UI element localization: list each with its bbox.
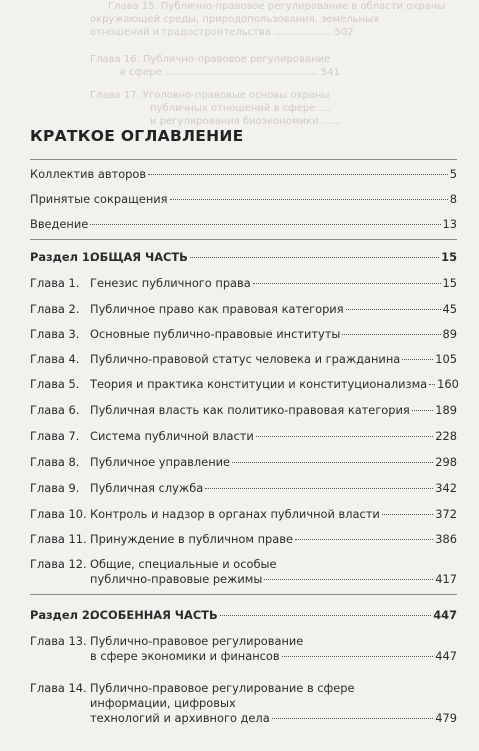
toc-entry-page: 447	[435, 649, 457, 663]
toc-entry-title: Система публичной власти	[90, 429, 254, 443]
toc-entry-title: Введение	[30, 217, 89, 231]
toc-entry-page: 386	[435, 532, 457, 546]
toc-entry-title: Общие, специальные и особые	[90, 557, 277, 571]
toc-page	[30, 0, 457, 751]
toc-entry-title: ОСОБЕННАЯ ЧАСТЬ	[90, 608, 218, 622]
bleed-line: Глава 16. Публично-правовое регулирование	[90, 54, 331, 65]
toc-entry-title: Публичное право как правовая категория	[90, 302, 344, 316]
toc-entry-label: Глава 8.	[30, 455, 80, 469]
toc-entry-title: Коллектив авторов	[30, 167, 147, 181]
bleed-line: и регулирования биоэкономики ......	[150, 116, 341, 127]
bleed-line: отношений и градостроительства .................. 502	[90, 27, 354, 38]
toc-entry-title: ОБЩАЯ ЧАСТЬ	[90, 250, 188, 264]
toc-entry-page: 15	[442, 276, 457, 290]
toc-entry-page: 45	[442, 302, 457, 316]
toc-entry-label: Глава 1.	[30, 276, 80, 290]
toc-entry-label: Глава 7.	[30, 429, 80, 443]
bleed-line: публичных отношений в сфере ....	[150, 103, 332, 114]
page-title: КРАТКОЕ ОГЛАВЛЕНИЕ	[30, 127, 244, 145]
toc-entry-label: Глава 12.	[30, 557, 87, 571]
toc-entry-label: Глава 6.	[30, 403, 80, 417]
toc-entry-title: Контроль и надзор в органах публичной власти	[90, 507, 380, 521]
toc-entry-title: Публично-правовой статус человека и гражданина	[90, 352, 401, 366]
toc-entry-label: Глава 14.	[30, 681, 87, 695]
toc-entry-label: Раздел 1.	[30, 250, 95, 264]
toc-entry-label: Глава 10.	[30, 507, 87, 521]
dot-leader	[342, 334, 440, 335]
divider	[30, 239, 457, 240]
bleed-line: Глава 15. Публично-правовое регулирование в области охраны	[108, 1, 446, 12]
toc-entry-title: Принятые сокращения	[30, 192, 168, 206]
toc-entry-title: Публичная служба	[90, 481, 204, 495]
dot-leader	[90, 224, 440, 225]
toc-entry-page: 298	[435, 455, 457, 469]
toc-entry-title: публично-правовые режимы	[90, 572, 263, 586]
toc-entry-page: 189	[435, 403, 457, 417]
toc-entry-page: 8	[449, 192, 457, 206]
toc-entry-label: Раздел 2.	[30, 608, 95, 622]
toc-entry-label: Глава 3.	[30, 327, 80, 341]
dot-leader	[232, 462, 433, 463]
toc-entry-title: Публичная власть как политико-правовая категория	[90, 403, 410, 417]
toc-entry-page: 105	[435, 352, 457, 366]
toc-entry-page: 13	[442, 217, 457, 231]
toc-entry-label: Глава 5.	[30, 377, 80, 391]
dot-leader	[382, 514, 433, 515]
toc-entry-title: Теория и практика конституции и конституционализма	[90, 377, 428, 391]
toc-entry-label: Глава 2.	[30, 302, 80, 316]
toc-entry-title: технологий и архивного дела	[90, 711, 270, 725]
toc-entry-title: Публично-правовое регулирование в сфере	[90, 681, 355, 695]
toc-entry-page: 417	[435, 572, 457, 586]
toc-entry-page: 342	[435, 481, 457, 495]
dot-leader	[429, 384, 435, 385]
toc-entry-page: 89	[442, 327, 457, 341]
toc-entry-page: 228	[435, 429, 457, 443]
bleed-line: в сфере ................................................ 541	[120, 67, 340, 78]
bleed-line: окружающей среды, природопользования, земельных	[90, 14, 379, 25]
dot-leader	[170, 199, 448, 200]
toc-entry-label: Глава 9.	[30, 481, 80, 495]
dot-leader	[205, 488, 433, 489]
toc-entry-label: Глава 4.	[30, 352, 80, 366]
toc-entry-title: в сфере экономики и финансов	[90, 649, 280, 663]
toc-entry-title: Генезис публичного права	[90, 276, 251, 290]
toc-entry-page: 160	[437, 377, 459, 391]
bleed-line: Глава 17. Уголовно-правовые основы охраны	[90, 90, 330, 101]
toc-entry-page: 479	[435, 711, 457, 725]
dot-leader	[220, 615, 432, 616]
dot-leader	[295, 539, 433, 540]
toc-entry-page: 15	[441, 250, 457, 264]
dot-leader	[253, 283, 441, 284]
toc-entry-label: Глава 13.	[30, 634, 87, 648]
divider	[30, 159, 457, 160]
dot-leader	[148, 174, 448, 175]
divider	[30, 594, 457, 595]
toc-entry-page: 447	[433, 608, 457, 622]
dot-leader	[402, 359, 433, 360]
toc-entry-title: Публично-правовое регулирование	[90, 634, 304, 648]
toc-entry-page: 372	[435, 507, 457, 521]
dot-leader	[190, 257, 439, 258]
toc-entry-title: Публичное управление	[90, 455, 231, 469]
dot-leader	[412, 410, 433, 411]
toc-entry-title: информации, цифровых	[90, 696, 236, 710]
toc-entry-label: Глава 11.	[30, 532, 87, 546]
dot-leader	[346, 309, 441, 310]
toc-entry-title: Принуждение в публичном праве	[90, 532, 293, 546]
toc-entry-page: 5	[449, 167, 457, 181]
toc-entry-title: Основные публично-правовые институты	[90, 327, 341, 341]
dot-leader	[282, 656, 434, 657]
dot-leader	[256, 436, 433, 437]
dot-leader	[264, 579, 433, 580]
dot-leader	[272, 718, 434, 719]
